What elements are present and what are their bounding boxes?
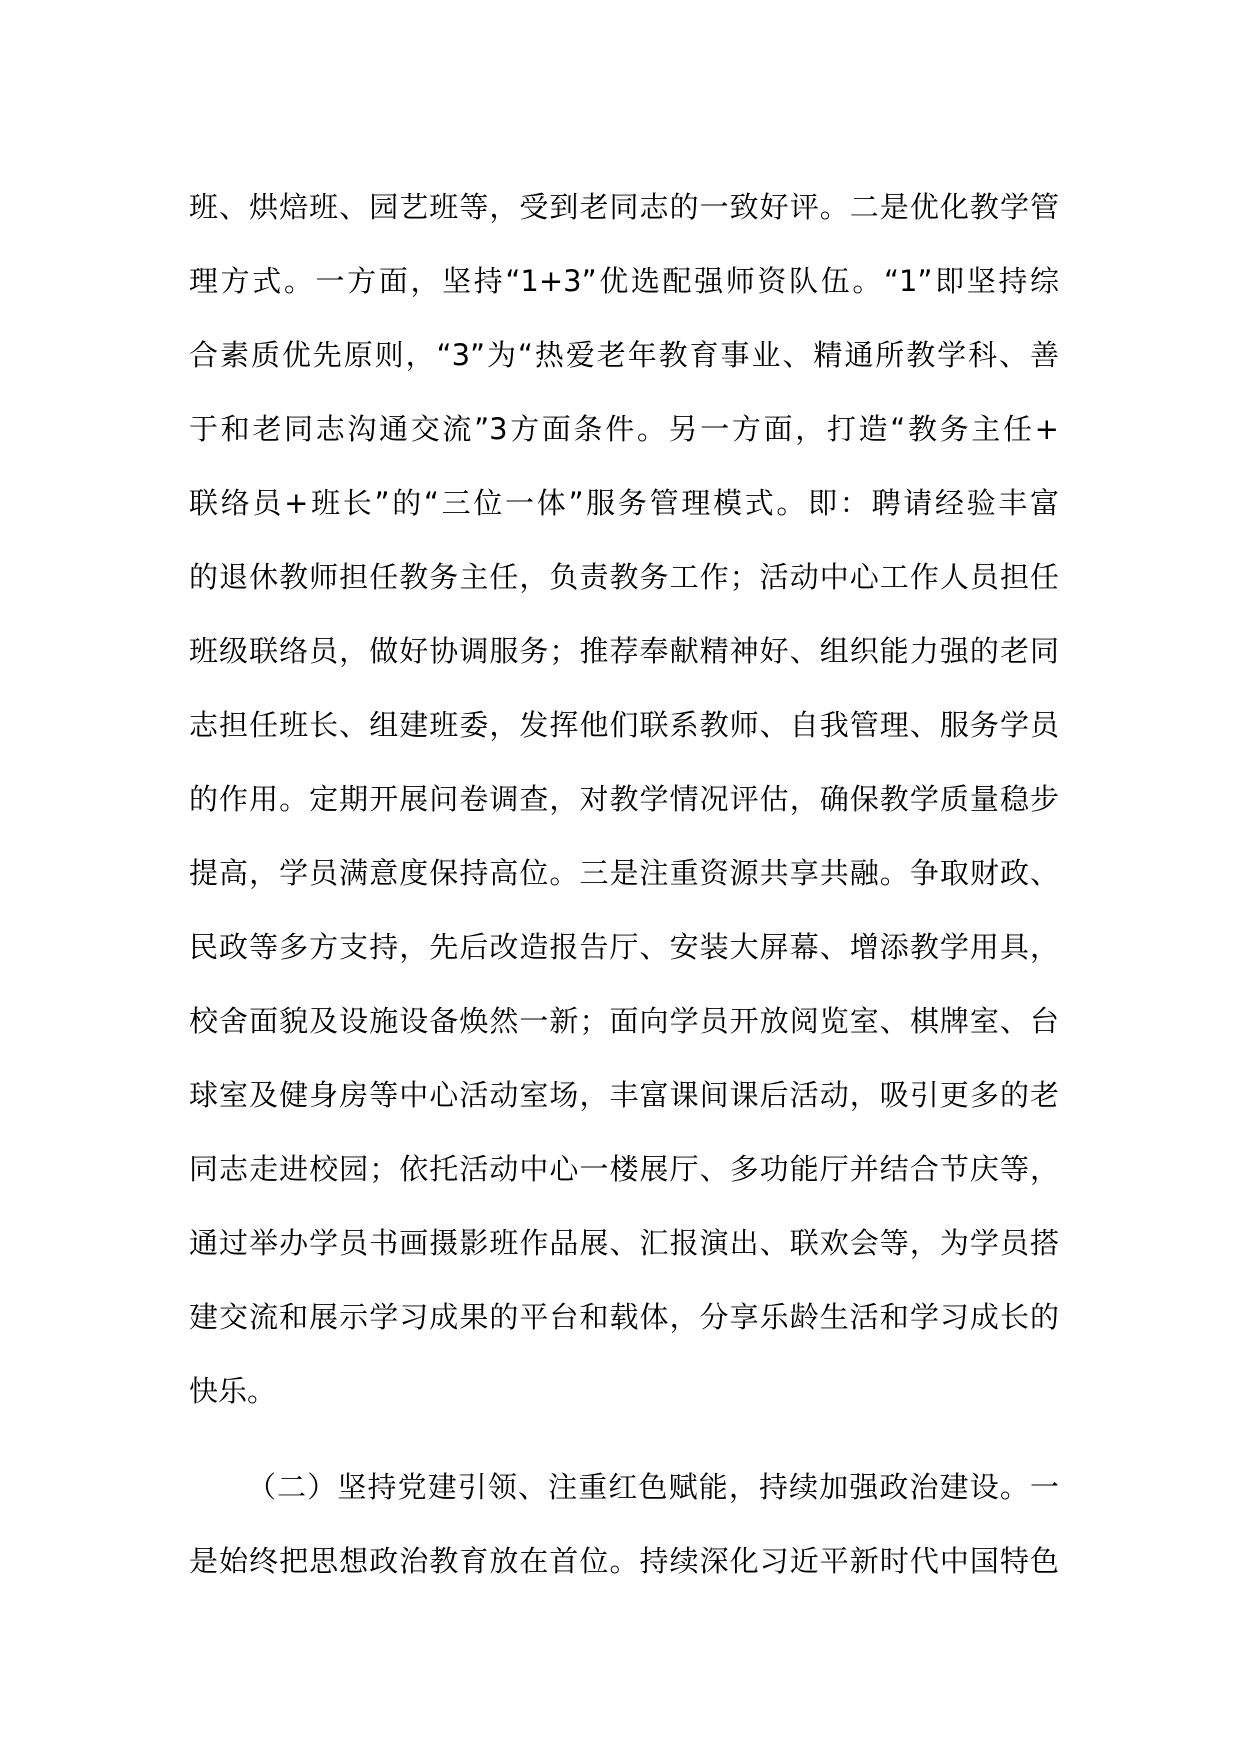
text-line: 的退休教师担任教务主任，负责教务工作；活动中心工作人员担任 (189, 560, 1059, 594)
text-line: 理方式。一方面，坚持“1+3”优选配强师资队伍。“1”即坚持综 (189, 264, 1059, 298)
text-line: 快乐。 (189, 1374, 277, 1408)
paragraph-spacer (189, 1428, 1059, 1450)
text-line: 于和老同志沟通交流”3方面条件。另一方面，打造“教务主任+ (189, 412, 1059, 446)
text-line: 的作用。定期开展问卷调查，对教学情况评估，确保教学质量稳步 (189, 782, 1059, 816)
text-line: 同志走进校园；依托活动中心一楼展厅、多功能厅并结合节庆等， (189, 1152, 1059, 1186)
text-line: 校舍面貌及设施设备焕然一新；面向学员开放阅览室、棋牌室、台 (189, 1004, 1059, 1038)
text-line: 民政等多方支持，先后改造报告厅、安装大屏幕、增添教学用具， (189, 930, 1059, 964)
paragraph-1 (189, 170, 1059, 1428)
text-line: 通过举办学员书画摄影班作品展、汇报演出、联欢会等，为学员搭 (189, 1226, 1059, 1260)
text-line: 合素质优先原则，“3”为“热爱老年教育事业、精通所教学科、善 (189, 338, 1059, 372)
text-line: 联络员+班长”的“三位一体”服务管理模式。即：聘请经验丰富 (189, 486, 1059, 520)
paragraph-2 (189, 1450, 1059, 1598)
text-line: 班、烘焙班、园艺班等，受到老同志的一致好评。二是优化教学管 (189, 190, 1059, 224)
text-line: 志担任班长、组建班委，发挥他们联系教师、自我管理、服务学员 (189, 708, 1059, 742)
text-line: 提高，学员满意度保持高位。三是注重资源共享共融。争取财政、 (189, 856, 1059, 890)
text-line: 是始终把思想政治教育放在首位。持续深化习近平新时代中国特色 (189, 1544, 1059, 1578)
text-line: 球室及健身房等中心活动室场，丰富课间课后活动，吸引更多的老 (189, 1078, 1059, 1112)
body-text (189, 170, 1059, 1598)
text-line: （二）坚持党建引领、注重红色赋能，持续加强政治建设。一 (247, 1470, 1059, 1504)
text-line: 建交流和展示学习成果的平台和载体，分享乐龄生活和学习成长的 (189, 1300, 1059, 1334)
text-line: 班级联络员，做好协调服务；推荐奉献精神好、组织能力强的老同 (189, 634, 1059, 668)
